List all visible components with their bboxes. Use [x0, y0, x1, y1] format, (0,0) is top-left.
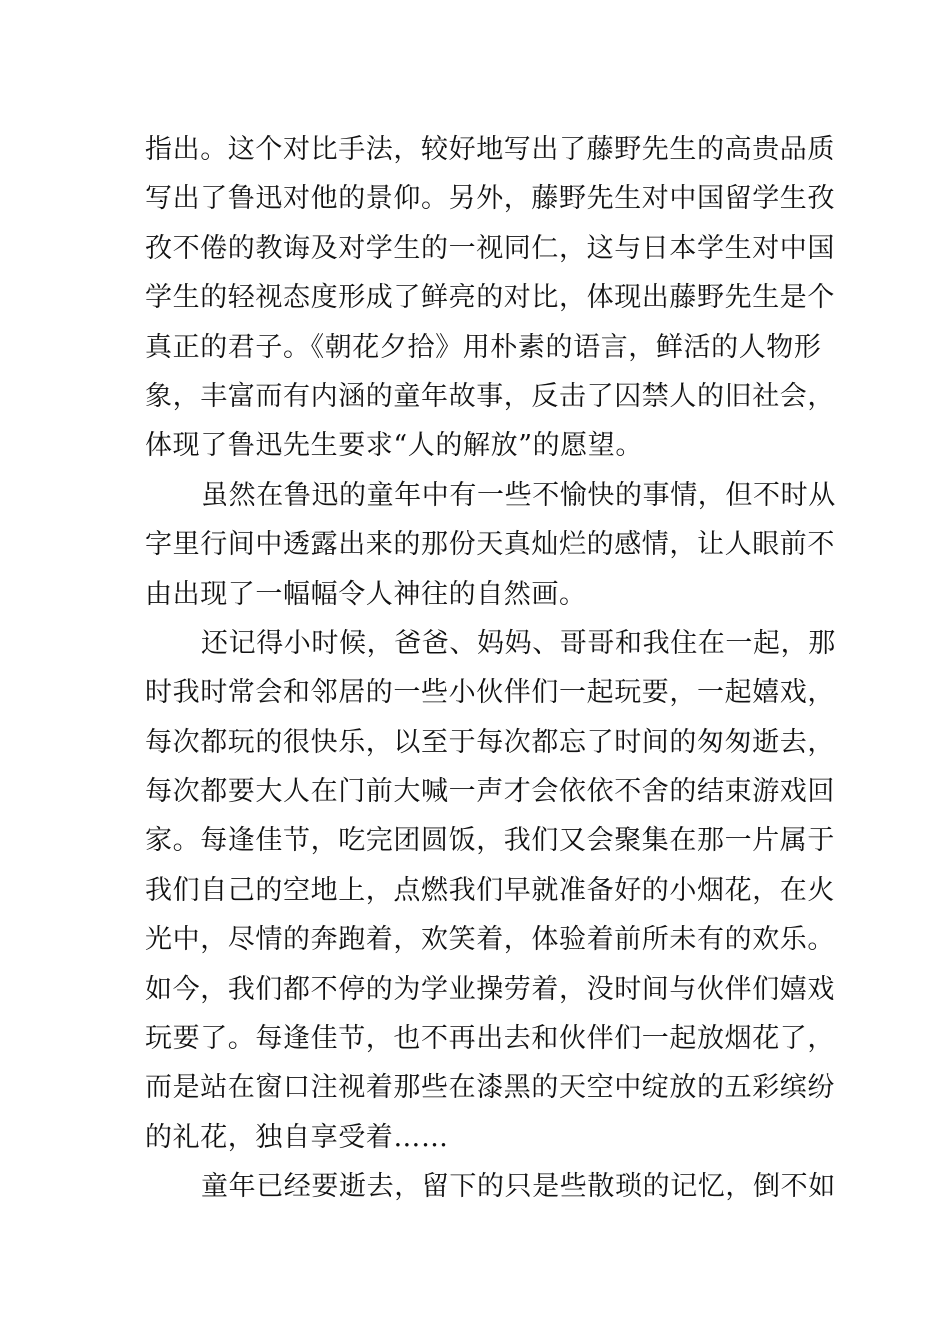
text-line: 而是站在窗口注视着那些在漆黑的天空中绽放的五彩缤纷	[145, 1072, 835, 1104]
text-line: 指出。这个对比手法，较好地写出了藤野先生的高贵品质	[145, 134, 835, 165]
text-line: 每次都玩的很快乐，以至于每次都忘了时间的匆匆逝去，	[145, 726, 835, 758]
text-line: 的礼花，独自享受着……	[145, 1121, 449, 1153]
paragraph-first-line: 童年已经要逝去，留下的只是些散琐的记忆，倒不如	[201, 1171, 836, 1203]
text-line: 我们自己的空地上，点燃我们早就准备好的小烟花，在火	[145, 874, 835, 906]
text-line: 玩要了。每逢佳节，也不再出去和伙伴们一起放烟花了，	[145, 1023, 835, 1055]
text-line: 象，丰富而有内涵的童年故事，反击了囚禁人的旧社会，	[145, 380, 835, 412]
text-line: 体现了鲁迅先生要求“人的解放”的愿望。	[145, 430, 644, 462]
text-line: 时我时常会和邻居的一些小伙伴们一起玩要，一起嬉戏，	[145, 677, 835, 709]
text-line: 由出现了一幅幅令人神往的自然画。	[145, 578, 587, 610]
text-line: 字里行间中透露出来的那份天真灿烂的感情，让人眼前不	[145, 529, 835, 561]
paragraph-first-line: 还记得小时候，爸爸、妈妈、哥哥和我住在一起，那	[201, 627, 836, 659]
text-line: 写出了鲁迅对他的景仰。另外，藤野先生对中国留学生孜	[145, 183, 835, 215]
document-page	[145, 125, 836, 1212]
text-line: 孜不倦的教诲及对学生的一视同仁，这与日本学生对中国	[145, 232, 835, 264]
text-line: 真正的君子。《朝花夕拾》用朴素的语言，鲜活的人物形	[145, 331, 822, 363]
text-line: 每次都要大人在门前大喊一声才会依依不舍的结束游戏回	[145, 776, 835, 808]
text-line: 如今，我们都不停的为学业操劳着，没时间与伙伴们嬉戏	[145, 973, 835, 1005]
text-line: 学生的轻视态度形成了鲜亮的对比，体现出藤野先生是个	[145, 282, 835, 314]
paragraph-first-line: 虽然在鲁迅的童年中有一些不愉快的事情，但不时从	[201, 479, 836, 511]
text-line: 家。每逢佳节，吃完团圆饭，我们又会聚集在那一片属于	[145, 825, 835, 857]
text-line: 光中，尽情的奔跑着，欢笑着，体验着前所未有的欢乐。	[145, 924, 835, 956]
